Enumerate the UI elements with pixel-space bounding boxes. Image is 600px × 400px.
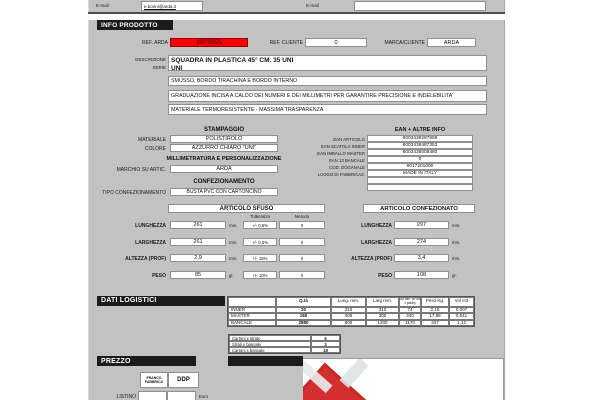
email-left-label: E-mail (96, 3, 109, 8)
cartons-subtable (228, 334, 341, 354)
prezzo-header: PREZZO (97, 356, 196, 366)
email-right-label: E-mail (306, 3, 319, 8)
ddp-cell[interactable]: DDP (168, 372, 199, 388)
logistics-cell[interactable]: 2880 (276, 320, 331, 327)
descrizione-block[interactable] (168, 55, 487, 71)
logistics-cell[interactable]: 0,041 (449, 313, 474, 320)
subtable-value[interactable]: 3 (311, 341, 340, 347)
logistics-cell[interactable]: 1170 (399, 320, 421, 327)
descrizione-label: DESCRIZIONE (135, 57, 166, 62)
sfuso-larghezza-unit: mm. (229, 240, 238, 245)
logistics-header-cell: Vol m3 (449, 297, 474, 307)
stampaggio-title: STAMPAGGIO (203, 127, 245, 133)
ean-empty-row[interactable] (367, 184, 473, 191)
sfuso-lunghezza-label: LUNGHEZZA (135, 223, 166, 229)
logistics-cell[interactable]: 2,16 (421, 307, 449, 314)
materiale-input[interactable]: POLISTIROLO (170, 135, 278, 143)
materiale-label: MATERIALE (138, 137, 166, 143)
ean-title: EAN + ALTRE INFO (394, 127, 446, 133)
sfuso-lunghezza-metodo[interactable]: 0 (279, 221, 325, 229)
cod-doganale-value[interactable]: 9017201000 (367, 163, 473, 170)
sfuso-altezza-tolleranza[interactable]: +/- 15% (243, 254, 277, 262)
email-left-input[interactable] (141, 1, 203, 11)
sfuso-larghezza-metodo[interactable]: 0 (279, 238, 325, 246)
tolleranza-column-label: Tolleranza (250, 214, 270, 219)
conf-lunghezza-label: LUNGHEZZA (361, 223, 392, 229)
sfuso-lunghezza-value[interactable]: 261 (170, 221, 226, 229)
secondary-header-bar (228, 356, 303, 366)
subtable-label: Cartoni x strato (229, 335, 311, 341)
ean-articolo-label: EAN ARTICOLO (333, 136, 365, 142)
colore-label: COLORE (144, 145, 166, 152)
logistics-cell[interactable]: 310 (366, 307, 399, 314)
serie-value: UNI (171, 65, 183, 71)
logistics-cell[interactable]: 17,88 (421, 313, 449, 320)
sfuso-lunghezza-unit: mm. (229, 223, 238, 228)
millimetratura-title: MILLIMETRATURA E PERSONALIZZAZIONE (166, 156, 282, 162)
conf-peso-unit: gr. (452, 273, 457, 278)
logistics-cell[interactable]: 310 (331, 307, 366, 314)
colore-input[interactable]: AZZURRO CHIARO "UNI" (170, 144, 278, 152)
feature-row[interactable]: GRADUAZIONE INCISA A CALDO DEI NUMERI E DEI MILLIMETRI PER GARANTIRE PRECISIONE E INDELEBILITA' (168, 90, 487, 102)
listino-label: LISTINO (116, 394, 136, 400)
sfuso-lunghezza-tolleranza[interactable]: +/- 0,5% (243, 221, 277, 229)
ean-scatola-inner-label: EAN SCATOLA INNER (320, 143, 365, 149)
ean-scatola-inner-value[interactable]: 8003438487353 (367, 142, 473, 149)
logistics-header-cell (228, 297, 276, 307)
subtable-label: Cartoni x bancale (229, 347, 311, 353)
logistics-header-cell: Peso Kg. (421, 297, 449, 307)
franco-fabbrica-cell[interactable]: FRANCO FABBRICA (140, 372, 168, 388)
descrizione-value: SQUADRA IN PLASTICA 45° CM. 35 UNI (171, 57, 294, 64)
conf-larghezza-value[interactable]: 274 (394, 238, 449, 246)
tipo-confezionamento-input[interactable]: BUSTA PVC CON CARTONCINO (170, 188, 278, 196)
marca-cliente-label: MARCA/CLIENTE (384, 40, 425, 46)
conf-altezza-unit: mm. (452, 256, 461, 261)
sfuso-altezza-metodo[interactable]: 0 (279, 254, 325, 262)
ean-13-bancale-value[interactable]: 0 (367, 156, 473, 163)
sfuso-peso-metodo[interactable]: 0 (279, 271, 325, 279)
logistics-cell[interactable]: 74 (399, 307, 421, 314)
logistics-cell[interactable]: 1200 (366, 320, 399, 327)
logistics-header-cell: Alt mm. (in mt x pallet) (400, 297, 420, 305)
subtable-label: Strati x bancale (229, 341, 311, 347)
dati-logistici-header: DATI LOGISTICI (97, 296, 225, 306)
logistics-header-cell: Larg mm. (366, 297, 399, 307)
conf-larghezza-unit: mm. (452, 240, 461, 245)
marchio-label: MARCHIO SU ARTIC. (116, 167, 166, 173)
conf-peso-label: PESO (378, 273, 392, 279)
sfuso-larghezza-tolleranza[interactable]: +/- 0,5% (243, 238, 277, 246)
logistics-cell[interactable]: 405 (331, 313, 366, 320)
sfuso-altezza-unit: mm. (229, 256, 238, 261)
conf-lunghezza-unit: mm. (452, 223, 461, 228)
ean-13-bancale-label: EAN 13 BANCALE (328, 157, 365, 163)
conf-altezza-label: ALTEZZA (PROF) (351, 256, 392, 262)
conf-lunghezza-value[interactable]: 297 (394, 221, 449, 229)
sfuso-altezza-value[interactable]: 2,9 (170, 254, 226, 262)
logistics-row-name: BANCALE (228, 320, 276, 327)
logistics-cell[interactable]: 337 (421, 320, 449, 327)
sfuso-peso-unit: gr. (229, 273, 234, 278)
ref-cliente-label: REF. CLIENTE (269, 40, 303, 46)
ean-imballo-master-value[interactable]: 8003438008480 (367, 149, 473, 156)
ean-articolo-value[interactable]: 8003438287959 (367, 135, 473, 142)
sfuso-peso-label: PESO (152, 273, 166, 279)
marchio-input[interactable]: ARDA (170, 165, 278, 173)
ref-cliente-input[interactable]: 0 (305, 38, 367, 47)
logistics-header-cell: Q.tà (276, 297, 331, 307)
logistics-cell[interactable]: 20 (276, 307, 331, 314)
logistics-row-name: MASTER (228, 313, 276, 320)
feature-row[interactable]: MATERIALE TERMORESISTENTE - MASSIMA TRASPARENZA (168, 104, 487, 115)
logistics-cell[interactable]: 340 (399, 313, 421, 320)
marca-cliente-input[interactable]: ARDA (427, 38, 476, 47)
logistics-cell[interactable]: 300 (366, 313, 399, 320)
sfuso-larghezza-label: LARGHEZZA (135, 240, 166, 246)
product-photo-area (303, 358, 504, 400)
sfuso-altezza-label: ALTEZZA (PROF) (125, 256, 166, 262)
logistics-cell[interactable]: 0,007 (449, 307, 474, 314)
logistics-cell[interactable]: 800 (331, 320, 366, 327)
subtable-value[interactable]: 6 (311, 335, 340, 341)
confezionamento-title: CONFEZIONAMENTO (193, 179, 255, 185)
tipo-confezionamento-label: TIPO CONFEZIONAMENTO (102, 190, 166, 196)
feature-row[interactable]: SMUSSO, BORDO TIRACHINA E BORDO INTERNO (168, 76, 487, 86)
euro-label: Euro (199, 394, 209, 399)
logistics-row-name: INNER (228, 307, 276, 314)
ref-arda-label: REF. ARDA (142, 40, 168, 46)
info-prodotto-header: INFO PRODOTTO (97, 20, 173, 30)
listino-input-1[interactable] (138, 391, 167, 400)
logistics-header-cell: Lung. mm. (331, 297, 366, 307)
conf-peso-value[interactable]: 108 (394, 271, 449, 279)
conf-altezza-value[interactable]: 3,4 (394, 254, 449, 262)
ref-arda-value[interactable]: 2873555 (170, 38, 248, 47)
ean-imballo-master-label: EAN IMBALLO MASTER (317, 150, 365, 156)
sfuso-peso-tolleranza[interactable]: +/- 10% (243, 271, 277, 279)
logistics-cell[interactable]: 160 (276, 313, 331, 320)
articolo-sfuso-header: ARTICOLO SFUSO (168, 204, 325, 213)
sfuso-larghezza-value[interactable]: 261 (170, 238, 226, 246)
set-square-sleeve-highlight (340, 358, 369, 388)
luogo-fabbricazione-value[interactable]: MADE IN ITALY (367, 170, 473, 177)
email-left-value: e.borini@arda.it (144, 3, 176, 9)
listino-input-2[interactable] (167, 391, 196, 400)
ean-empty-row[interactable] (367, 177, 473, 184)
logistics-cell[interactable]: 1,12 (449, 320, 474, 327)
cod-doganale-label: COD. DOGANALE (329, 164, 365, 170)
luogo-fabbricazione-label: LUOGO DI FABBRICAZ. (317, 171, 365, 177)
sfuso-peso-value[interactable]: 85 (170, 271, 226, 279)
logistics-table (227, 296, 475, 328)
articolo-confezionato-header: ARTICOLO CONFEZIONATO (363, 204, 475, 213)
email-right-input[interactable] (354, 1, 486, 11)
metodo-column-label: Metodo (294, 214, 310, 219)
subtable-value[interactable]: 18 (311, 347, 340, 353)
conf-larghezza-label: LARGHEZZA (361, 240, 392, 246)
serie-label: SERIE (152, 64, 166, 70)
